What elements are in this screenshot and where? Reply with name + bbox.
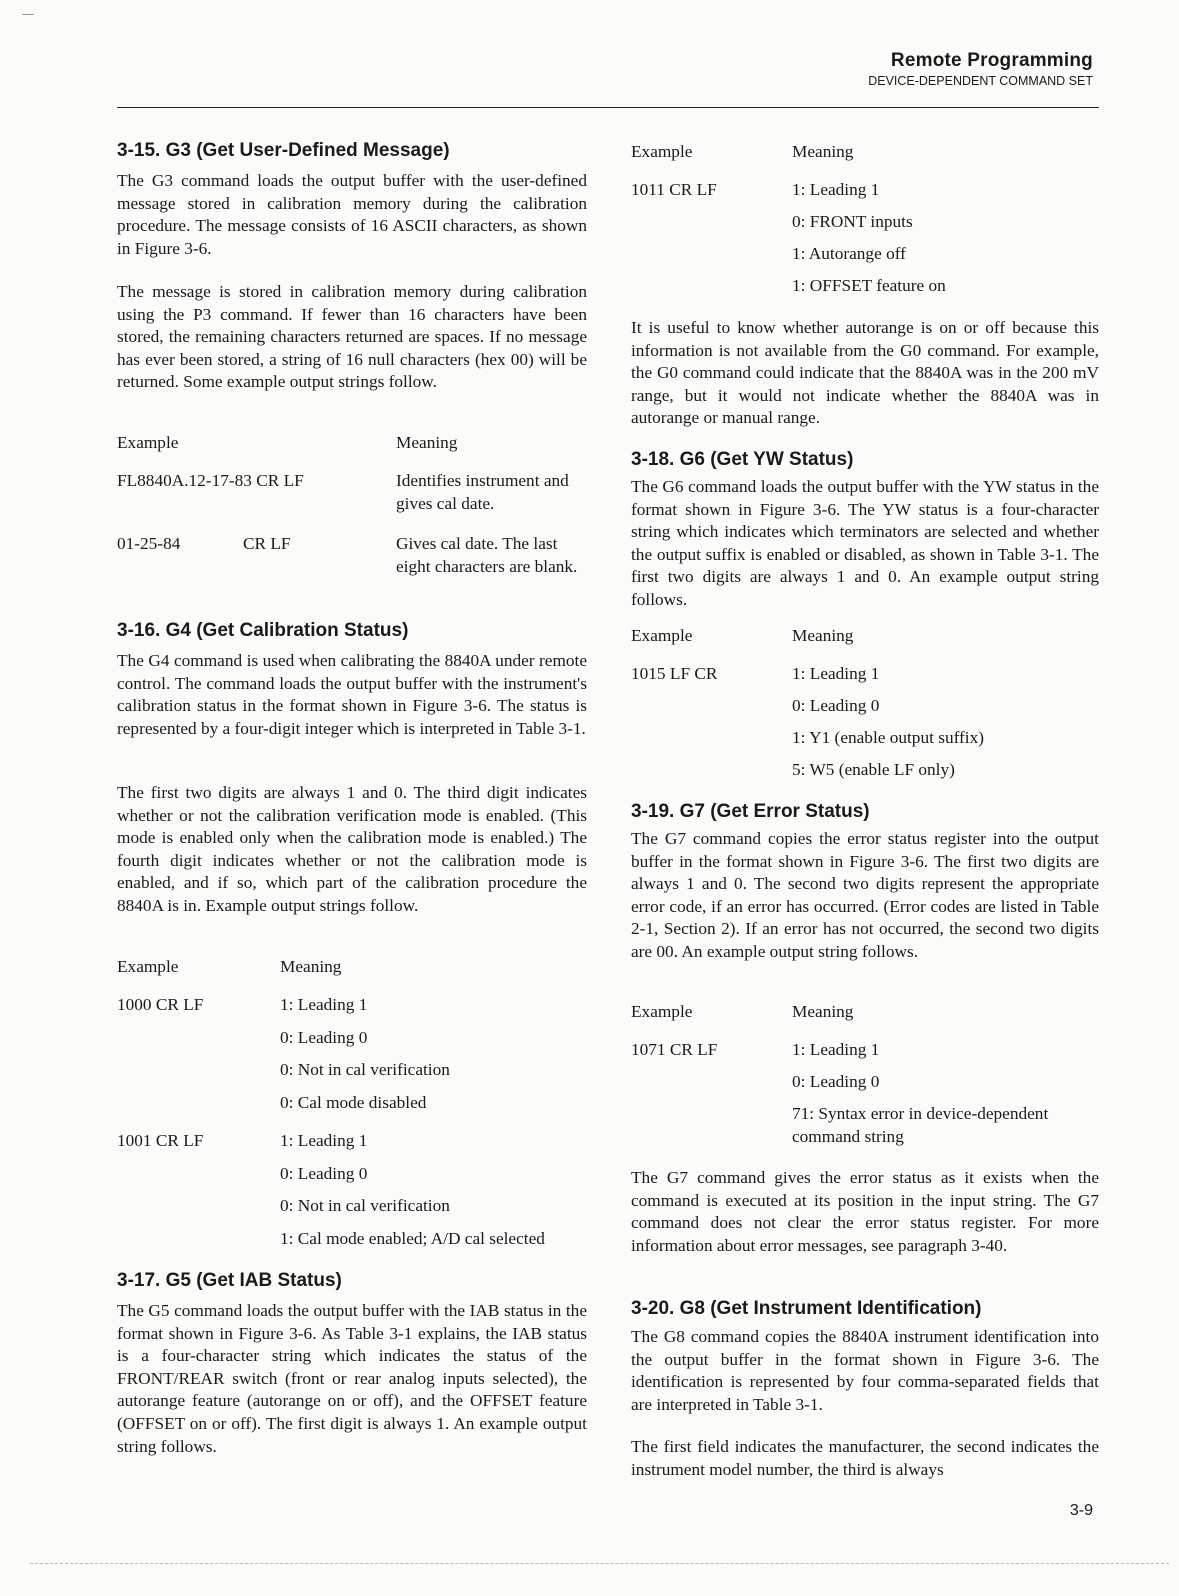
paragraph: The G7 command copies the error status register into the output buffer in the format shown in Figure 3-6. The first two digits are always 1 and 0. The second two digits represent the appropriate error code, if an error has occurred. (Error codes are listed in Table 2-1, Section 2). If an error has not occurred, the second two digits are 00. An example output string follows. — [631, 829, 1099, 961]
meaning-item: 0: Not in cal verification — [280, 1196, 450, 1215]
meaning-item: 0: Leading 0 — [280, 1028, 368, 1047]
meaning-item: 0: Cal mode disabled — [280, 1093, 427, 1112]
example-value: 01-25-84 — [117, 534, 181, 553]
section-3-16-para-1 — [117, 650, 587, 740]
section-3-19-para-1 — [631, 828, 1099, 964]
table-header-example: Example — [117, 957, 179, 976]
paragraph: The G3 command loads the output buffer with the user-defined message stored in calibration memory during the calibration procedure. The message consists of 16 ASCII characters, as shown in Figure 3-6. — [117, 171, 587, 258]
meaning-item: 71: Syntax error in device-dependent command string — [792, 1104, 1049, 1146]
section-3-16-heading: 3-16. G4 (Get Calibration Status) — [117, 620, 409, 641]
paragraph: The G5 command loads the output buffer with the IAB status in the format shown in Figure 3-6. As Table 3-1 explains, the IAB status is a four-character string which indicates the status of the FRONT/REAR switch (front or rear analog inputs selected), the autorange feature (autorange on or off), and the OFFSET feature (OFFSET on or off). The first digit is always 1. An example output string follows. — [117, 1301, 587, 1456]
section-3-19-para-2 — [631, 1167, 1099, 1257]
paragraph: The G7 command gives the error status as it exists when the command is executed at its position in the input string. The G7 command does not clear the error status register. For more information about error messages, see paragraph 3-40. — [631, 1168, 1099, 1255]
table-header-example: Example — [631, 1002, 693, 1021]
meaning-item: 1: Leading 1 — [792, 664, 880, 683]
meaning-item: 1: Leading 1 — [792, 180, 880, 199]
example-value: 1001 CR LF — [117, 1131, 204, 1150]
table-header-meaning: Meaning — [792, 142, 854, 161]
running-header-title: Remote Programming — [890, 50, 1093, 71]
meaning-item: 1: Leading 1 — [792, 1040, 880, 1059]
scan-edge-line — [30, 1563, 1169, 1564]
section-3-15-para-1 — [117, 170, 587, 260]
example-value: 1015 LF CR — [631, 664, 718, 683]
section-3-20-heading: 3-20. G8 (Get Instrument Identification) — [631, 1298, 982, 1319]
section-3-16-para-2 — [117, 782, 587, 918]
table-header-meaning: Meaning — [792, 626, 854, 645]
section-3-15-para-2 — [117, 281, 587, 394]
paragraph: The first field indicates the manufacturer, the second indicates the instrument model number, the third is always — [631, 1437, 1099, 1479]
meaning-item: 0: Leading 0 — [792, 696, 880, 715]
example-value: 1071 CR LF — [631, 1040, 718, 1059]
meaning-item: 0: Not in cal verification — [280, 1060, 450, 1079]
meaning-item: 1: Leading 1 — [280, 995, 368, 1014]
section-3-18-heading: 3-18. G6 (Get YW Status) — [631, 449, 854, 470]
paragraph: The message is stored in calibration memory during calibration using the P3 command. If fewer than 16 characters have been stored, the remaining characters returned are spaces. If no message has ever been stored, a string of 16 null characters (hex 00) will be returned. Some example output strings follow. — [117, 282, 587, 392]
example-meaning: Identifies instrument and gives cal date. — [396, 471, 569, 513]
paragraph: It is useful to know whether autorange is on or off because this information is not available from the G0 command. For example, the G0 command could indicate that the 8840A was in the 200 mV range, but it would not indicate whether the 8840A was in autorange or manual range. — [631, 318, 1099, 428]
table-header-meaning: Meaning — [396, 433, 458, 452]
meaning-item: 0: FRONT inputs — [792, 212, 913, 231]
section-3-17-para-1 — [117, 1300, 587, 1458]
section-3-17-heading: 3-17. G5 (Get IAB Status) — [117, 1270, 342, 1291]
example-value: FL8840A.12-17-83 CR LF — [117, 471, 304, 490]
paragraph: The first two digits are always 1 and 0. The third digit indicates whether or not the calibration verification mode is enabled. (This mode is enabled only when the calibration mode is enabled.) The fourth digit indicates whether or not the calibration mode is enabled, and if so, which part of the calibration procedure the 8840A is in. Example output strings follow. — [117, 783, 587, 915]
example-meaning: Gives cal date. The last eight characters are blank. — [396, 534, 578, 576]
section-3-17-para-2 — [631, 317, 1099, 430]
running-header-subtitle: DEVICE-DEPENDENT COMMAND SET — [868, 74, 1093, 88]
paragraph: The G4 command is used when calibrating the 8840A under remote control. The command loads the output buffer with the instrument's calibration status in the format shown in Figure 3-6. The status is represented by a four-digit integer which is interpreted in Table 3-1. — [117, 651, 587, 738]
meaning-item: 1: Y1 (enable output suffix) — [792, 728, 984, 747]
page-number: 3-9 — [1069, 1502, 1093, 1519]
meaning-item: 1: OFFSET feature on — [792, 276, 946, 295]
meaning-item: 1: Cal mode enabled; A/D cal selected — [280, 1229, 545, 1248]
meaning-item: 0: Leading 0 — [792, 1072, 880, 1091]
meaning-item: 1: Leading 1 — [280, 1131, 368, 1150]
table-header-meaning: Meaning — [792, 1002, 854, 1021]
table-header-example: Example — [117, 433, 179, 452]
table-header-example: Example — [631, 626, 693, 645]
paragraph: The G8 command copies the 8840A instrument identification into the output buffer in the format shown in Figure 3-6. The identification is represented by four comma-separated fields that are interpreted in Table 3-1. — [631, 1327, 1099, 1414]
scan-mark — [22, 14, 34, 15]
section-3-15-heading: 3-15. G3 (Get User-Defined Message) — [117, 140, 450, 161]
section-3-20-para-2 — [631, 1436, 1099, 1481]
table-header-meaning: Meaning — [280, 957, 342, 976]
header-rule — [117, 107, 1099, 108]
example-terminator: CR LF — [243, 534, 291, 553]
section-3-18-para-1 — [631, 476, 1099, 612]
meaning-item: 1: Autorange off — [792, 244, 906, 263]
meaning-item: 0: Leading 0 — [280, 1164, 368, 1183]
example-value: 1000 CR LF — [117, 995, 204, 1014]
section-3-20-para-1 — [631, 1326, 1099, 1416]
table-header-example: Example — [631, 142, 693, 161]
section-3-19-heading: 3-19. G7 (Get Error Status) — [631, 801, 870, 822]
example-value: 1011 CR LF — [631, 180, 717, 199]
meaning-item: 5: W5 (enable LF only) — [792, 760, 955, 779]
paragraph: The G6 command loads the output buffer with the YW status in the format shown in Figure 3-6. The YW status is a four-character string which indicates which terminators are selected and whether the output suffix is enabled or disabled, as shown in Table 3-1. The first two digits are always 1 and 0. An example output string follows. — [631, 477, 1099, 609]
